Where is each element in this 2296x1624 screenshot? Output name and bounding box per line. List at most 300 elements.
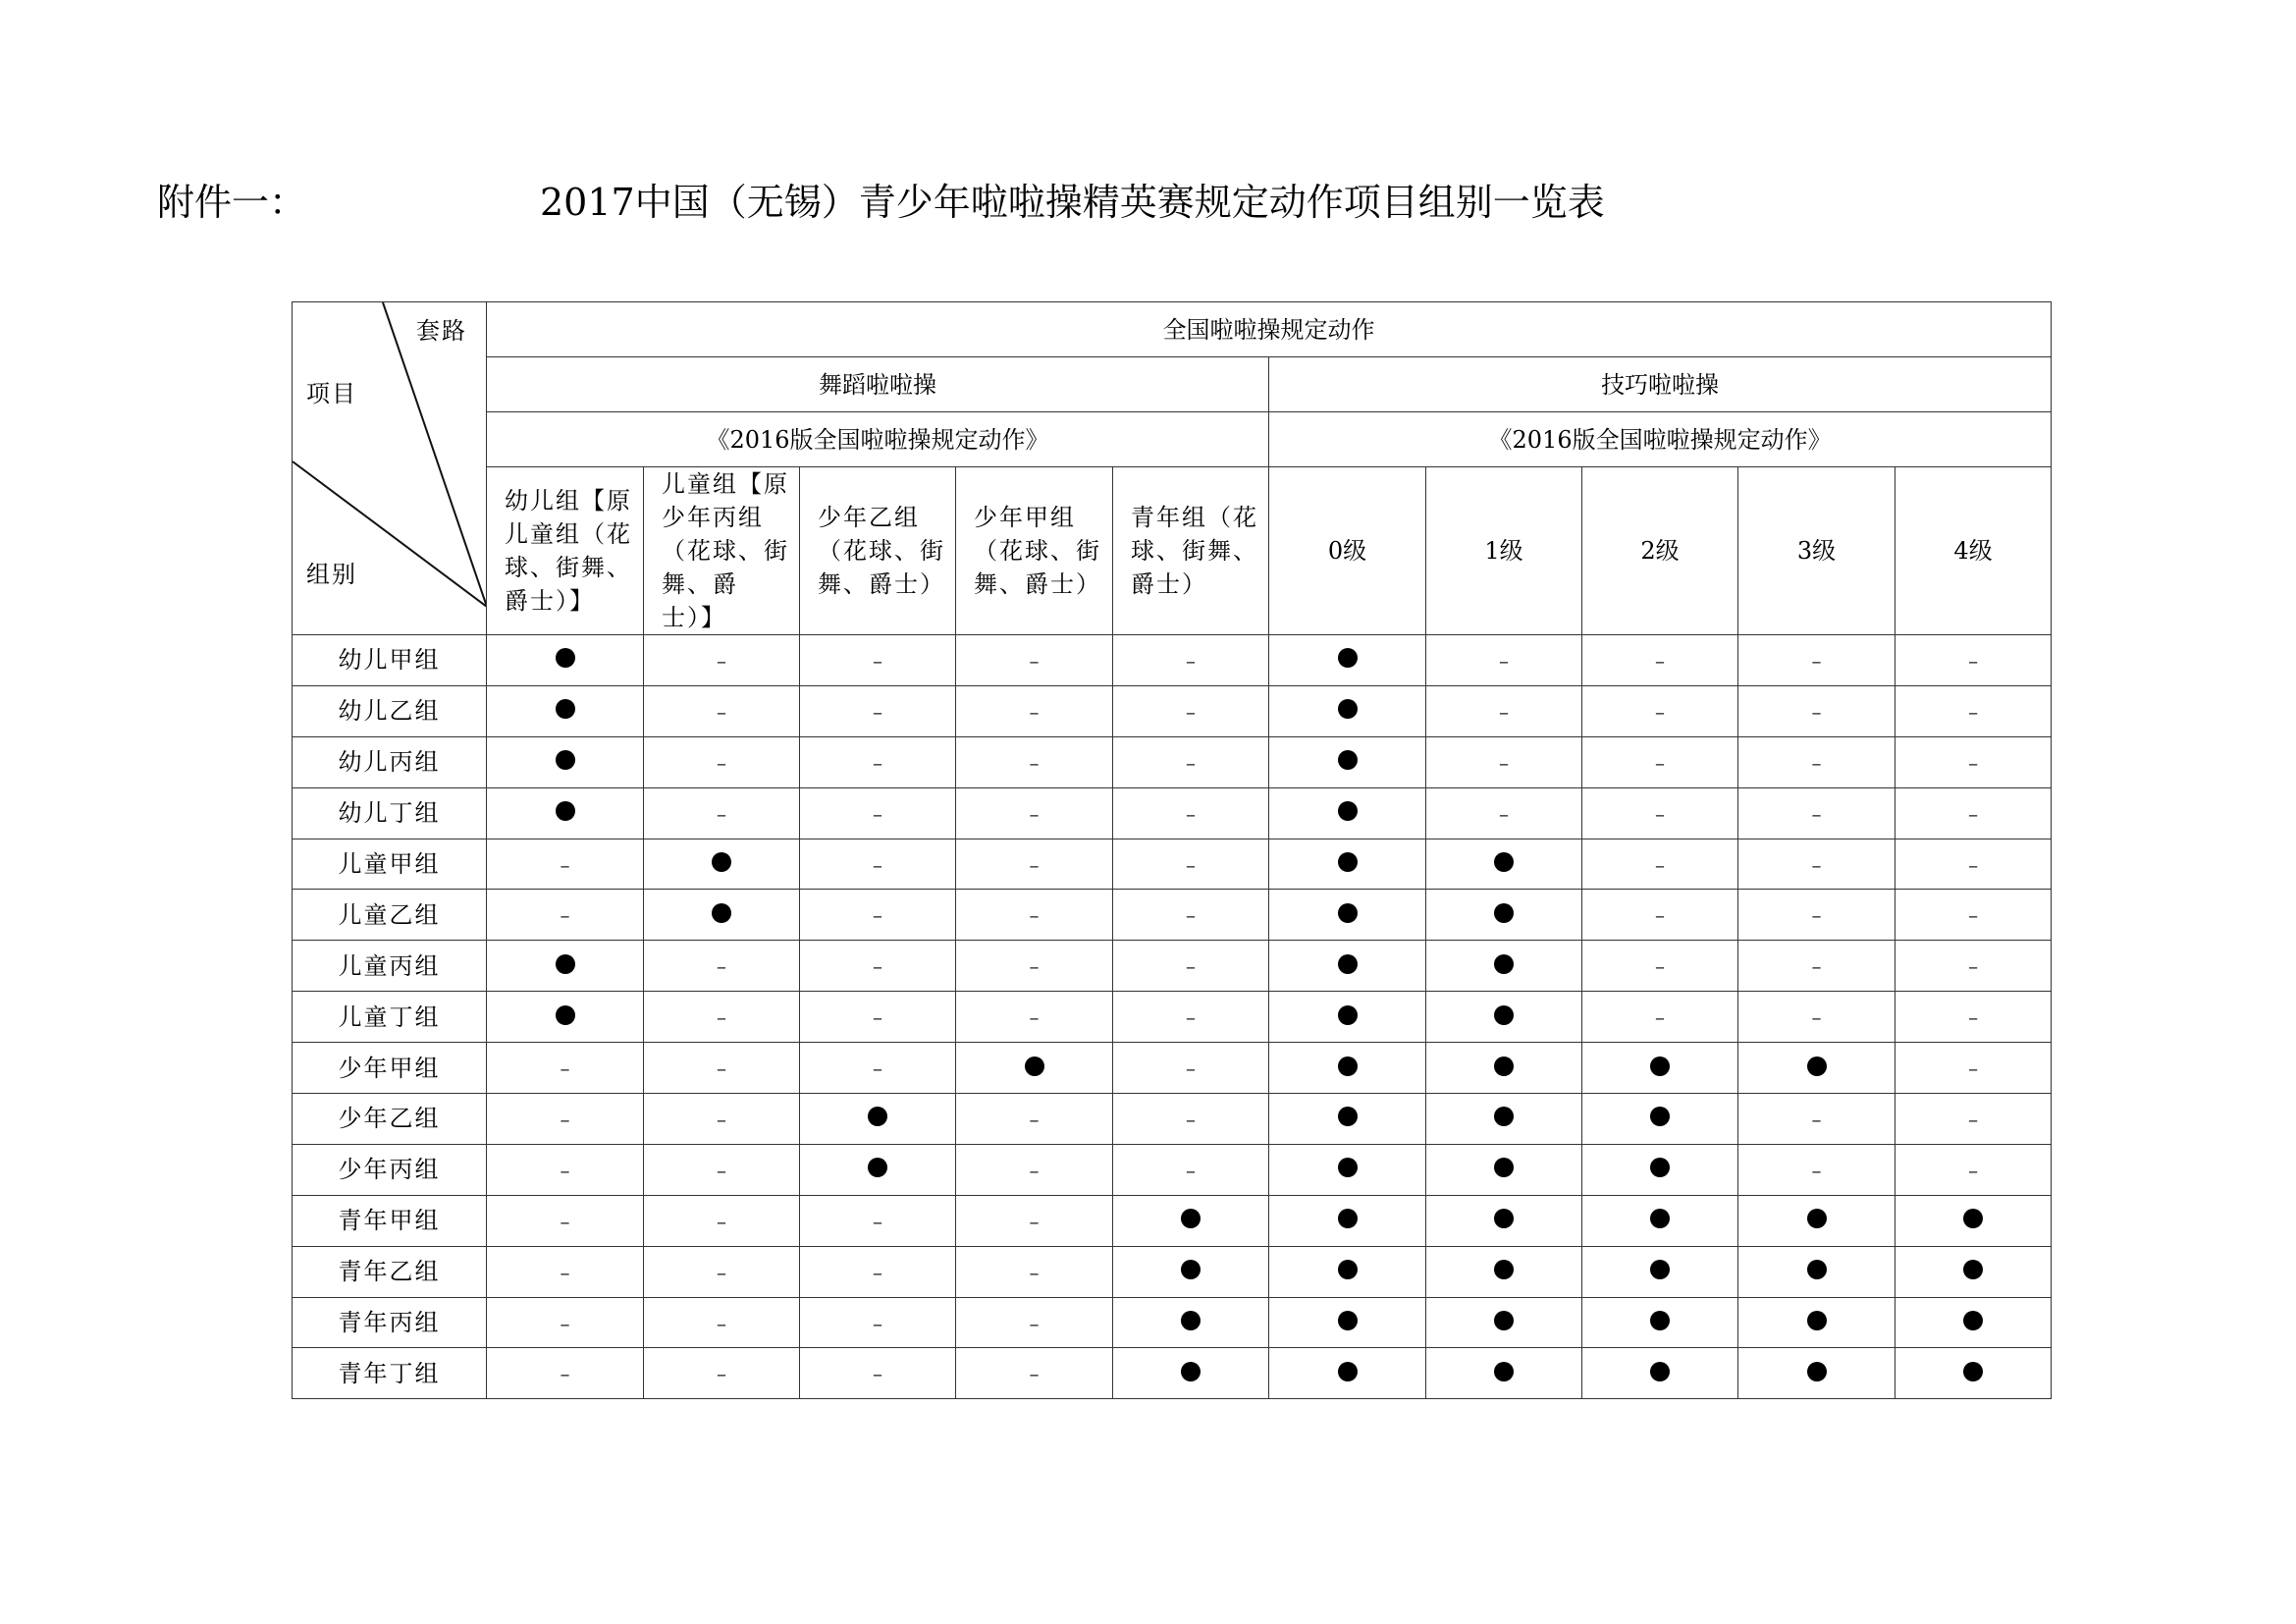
dash-icon: – [1029,1311,1040,1335]
table-cell [1582,1195,1738,1246]
table-cell [1113,890,1269,941]
filled-dot-icon [1338,801,1358,821]
dash-icon: – [1655,903,1665,928]
table-cell [1113,1195,1269,1246]
table-cell [800,839,956,890]
filled-dot-icon [1181,1311,1201,1330]
table-row [293,839,2052,890]
table-cell [1582,992,1738,1043]
dash-icon: – [1811,699,1822,724]
dash-icon: – [717,1005,726,1030]
table-cell [956,1195,1113,1246]
table-cell [1582,1297,1738,1348]
column-header-level: 4级 [1896,467,2052,635]
filled-dot-icon [1494,903,1514,923]
filled-dot-icon [1494,852,1514,872]
table-cell [956,839,1113,890]
table-cell [1896,736,2052,787]
filled-dot-icon [1650,1056,1670,1076]
table-cell [1269,1094,1426,1145]
table-cell [956,1144,1113,1195]
table-cell [1269,635,1426,686]
table-cell [644,890,800,941]
attachment-label: 附件一： [157,181,307,224]
table-cell [956,941,1113,992]
dash-icon: – [1029,801,1040,826]
table-cell [1896,941,2052,992]
table-cell [1113,1043,1269,1094]
group-label: 少年丙组 [293,1144,487,1195]
filled-dot-icon [1807,1362,1827,1381]
table-row [293,787,2052,839]
table-cell [800,685,956,736]
document-title: 2017中国（无锡）青少年啦啦操精英赛规定动作项目组别一览表 [540,181,1605,224]
table-cell [1738,1348,1896,1399]
dash-icon: – [560,1107,570,1131]
table-cell [800,941,956,992]
table-cell [956,635,1113,686]
dash-icon: – [717,1260,726,1284]
table-cell [956,1043,1113,1094]
group-label: 少年乙组 [293,1094,487,1145]
filled-dot-icon [868,1107,887,1126]
dash-icon: – [873,1260,882,1284]
dash-icon: – [560,1311,570,1335]
dash-icon: – [1811,852,1822,877]
table-cell [1582,736,1738,787]
dash-icon: – [1968,1107,1979,1131]
dash-icon: – [1811,648,1822,673]
table-cell [644,1195,800,1246]
dash-icon: – [1029,1107,1040,1131]
table-cell [1426,941,1582,992]
filled-dot-icon [1494,1056,1514,1076]
table-cell [1896,1094,2052,1145]
table-row [293,1144,2052,1195]
dash-icon: – [1655,750,1665,775]
filled-dot-icon [1650,1260,1670,1279]
table-cell [1113,685,1269,736]
group-label: 幼儿乙组 [293,685,487,736]
filled-dot-icon [1494,1311,1514,1330]
table-cell [487,941,644,992]
dash-icon: – [1186,750,1196,775]
table-cell [1269,839,1426,890]
table-cell [1426,787,1582,839]
filled-dot-icon [1494,1362,1514,1381]
corner-header-cell [293,302,487,635]
table-cell [1113,787,1269,839]
filled-dot-icon [556,648,575,668]
dash-icon: – [1029,852,1040,877]
table-cell [800,890,956,941]
table-cell [1269,787,1426,839]
table-cell [487,1144,644,1195]
dash-icon: – [1186,699,1196,724]
filled-dot-icon [1807,1056,1827,1076]
table-cell [487,1297,644,1348]
dash-icon: – [1186,1005,1196,1030]
table-cell [644,1144,800,1195]
column-header-dance: 幼儿组【原儿童组（花球、街舞、爵士）】 [487,467,644,635]
filled-dot-icon [1494,954,1514,974]
table-cell [1269,1195,1426,1246]
skill-cheer-header: 技巧啦啦操 [1269,357,2052,412]
table-cell [956,736,1113,787]
filled-dot-icon [556,954,575,974]
table-cell [1269,685,1426,736]
dash-icon: – [873,750,882,775]
filled-dot-icon [1963,1260,1983,1279]
table-cell [800,1297,956,1348]
group-label: 儿童丙组 [293,941,487,992]
dash-icon: – [873,1362,882,1386]
table-cell [1582,1043,1738,1094]
dash-icon: – [560,1056,570,1081]
table-cell [1426,1094,1582,1145]
table-cell [800,635,956,686]
column-header-dance: 青年组（花球、街舞、爵士） [1113,467,1269,635]
table-cell [1426,635,1582,686]
table-row [293,1348,2052,1399]
table-cell [1426,1348,1582,1399]
table-cell [487,992,644,1043]
table-cell [956,1094,1113,1145]
table-cell [800,992,956,1043]
table-cell [1738,1144,1896,1195]
table-cell [1269,1043,1426,1094]
group-label: 青年甲组 [293,1195,487,1246]
table-cell [1738,941,1896,992]
filled-dot-icon [1181,1362,1201,1381]
dash-icon: – [560,852,570,877]
table-cell [956,890,1113,941]
dash-icon: – [1811,750,1822,775]
dash-icon: – [1029,648,1040,673]
dash-icon: – [717,954,726,979]
filled-dot-icon [1181,1260,1201,1279]
table-cell [1896,1144,2052,1195]
table-cell [1113,839,1269,890]
dash-icon: – [1186,801,1196,826]
filled-dot-icon [868,1158,887,1177]
table-row [293,992,2052,1043]
table-cell [1113,635,1269,686]
group-label: 儿童甲组 [293,839,487,890]
dash-icon: – [717,1107,726,1131]
filled-dot-icon [1494,1107,1514,1126]
table-cell [1582,1348,1738,1399]
dash-icon: – [1499,750,1509,775]
dash-icon: – [873,852,882,877]
table-row [293,1297,2052,1348]
filled-dot-icon [1963,1311,1983,1330]
dash-icon: – [1811,903,1822,928]
table-cell [1269,941,1426,992]
filled-dot-icon [712,903,731,923]
table-cell [1896,787,2052,839]
dash-icon: – [717,1056,726,1081]
dash-icon: – [1968,852,1979,877]
table-cell [1896,1297,2052,1348]
dash-icon: – [1811,1158,1822,1182]
dash-icon: – [1186,903,1196,928]
dash-icon: – [1968,699,1979,724]
dash-icon: – [717,1158,726,1182]
filled-dot-icon [1650,1311,1670,1330]
table-cell [1738,1195,1896,1246]
group-label: 幼儿甲组 [293,635,487,686]
filled-dot-icon [1338,852,1358,872]
dash-icon: – [1499,699,1509,724]
table-cell [1738,1043,1896,1094]
table-cell [1896,1043,2052,1094]
table-cell [1269,992,1426,1043]
table-cell [644,736,800,787]
dash-icon: – [717,1362,726,1386]
filled-dot-icon [1650,1107,1670,1126]
table-cell [1426,1246,1582,1297]
dash-icon: – [1968,750,1979,775]
category-table [292,301,2052,1399]
dash-icon: – [1029,903,1040,928]
dash-icon: – [1186,1158,1196,1182]
table-cell [644,1246,800,1297]
table-cell [1269,890,1426,941]
filled-dot-icon [556,699,575,719]
filled-dot-icon [1338,1005,1358,1025]
dash-icon: – [560,903,570,928]
table-row [293,1094,2052,1145]
table-cell [1269,1348,1426,1399]
filled-dot-icon [1963,1209,1983,1228]
table-cell [1582,839,1738,890]
filled-dot-icon [1338,1209,1358,1228]
group-label: 少年甲组 [293,1043,487,1094]
table-cell [1582,1094,1738,1145]
table-cell [1269,736,1426,787]
dash-icon: – [1186,954,1196,979]
filled-dot-icon [1338,648,1358,668]
dash-icon: – [873,954,882,979]
table-cell [800,1094,956,1145]
table-cell [1426,1195,1582,1246]
table-row [293,890,2052,941]
dash-icon: – [1968,954,1979,979]
table-cell [1426,839,1582,890]
dash-icon: – [1655,699,1665,724]
dash-icon: – [1029,954,1040,979]
dash-icon: – [1968,1005,1979,1030]
table-cell [487,1246,644,1297]
table-cell [1582,1144,1738,1195]
dash-icon: – [873,648,882,673]
table-row [293,1043,2052,1094]
table-cell [1582,890,1738,941]
dash-icon: – [1655,852,1665,877]
filled-dot-icon [1494,1005,1514,1025]
dash-icon: – [1499,801,1509,826]
table-cell [1738,890,1896,941]
filled-dot-icon [1338,1158,1358,1177]
top-header: 全国啦啦操规定动作 [487,302,2052,357]
group-label: 青年丙组 [293,1297,487,1348]
table-cell [1113,1144,1269,1195]
table-cell [487,787,644,839]
dash-icon: – [873,1005,882,1030]
dash-icon: – [1186,852,1196,877]
column-header-level: 1级 [1426,467,1582,635]
table-cell [1269,1246,1426,1297]
dash-icon: – [873,1209,882,1233]
table-cell [1113,941,1269,992]
table-cell [1738,992,1896,1043]
dash-icon: – [1029,1158,1040,1182]
table-cell [644,635,800,686]
table-cell [1896,1195,2052,1246]
table-cell [1896,839,2052,890]
filled-dot-icon [1807,1209,1827,1228]
table-cell [956,992,1113,1043]
table-cell [487,736,644,787]
table-cell [1113,1246,1269,1297]
group-label: 青年丁组 [293,1348,487,1399]
dash-icon: – [873,1311,882,1335]
table-cell [1426,685,1582,736]
table-cell [800,1144,956,1195]
dash-icon: – [873,699,882,724]
corner-label-routine: 套路 [416,317,467,345]
table-cell [956,1348,1113,1399]
dash-icon: – [717,699,726,724]
dash-icon: – [1499,648,1509,673]
table-cell [1738,685,1896,736]
table-cell [1896,992,2052,1043]
table-cell [800,736,956,787]
dash-icon: – [1029,1005,1040,1030]
table-cell [1738,839,1896,890]
table-cell [800,1348,956,1399]
table-cell [1113,736,1269,787]
table-cell [1738,787,1896,839]
dash-icon: – [1186,1107,1196,1131]
table-cell [644,685,800,736]
dash-icon: – [873,903,882,928]
table-cell [1426,992,1582,1043]
group-label: 幼儿丙组 [293,736,487,787]
table-row [293,635,2052,686]
table-cell [956,1297,1113,1348]
table-cell [800,1246,956,1297]
dash-icon: – [1029,750,1040,775]
table-cell [644,839,800,890]
dash-icon: – [1968,903,1979,928]
table-cell [956,1246,1113,1297]
table-cell [1113,992,1269,1043]
table-cell [644,941,800,992]
column-header-level: 3级 [1738,467,1896,635]
table-cell [1738,1246,1896,1297]
dash-icon: – [1029,1209,1040,1233]
dash-icon: – [717,750,726,775]
dash-icon: – [1029,699,1040,724]
table-cell [487,635,644,686]
table-cell [487,1094,644,1145]
filled-dot-icon [1494,1209,1514,1228]
filled-dot-icon [1650,1209,1670,1228]
table-cell [1582,1246,1738,1297]
group-label: 青年乙组 [293,1246,487,1297]
table-row [293,1195,2052,1246]
table-cell [800,1195,956,1246]
filled-dot-icon [1650,1158,1670,1177]
table-cell [1426,1144,1582,1195]
dance-cheer-header: 舞蹈啦啦操 [487,357,1269,412]
dash-icon: – [1186,1056,1196,1081]
dash-icon: – [1029,1362,1040,1386]
filled-dot-icon [1338,954,1358,974]
table-cell [487,839,644,890]
dash-icon: – [1968,801,1979,826]
table-cell [1738,1094,1896,1145]
dash-icon: – [873,801,882,826]
dash-icon: – [1968,1158,1979,1182]
table-cell [487,685,644,736]
table-cell [1582,787,1738,839]
dash-icon: – [717,648,726,673]
filled-dot-icon [556,750,575,770]
filled-dot-icon [1338,750,1358,770]
group-label: 幼儿丁组 [293,787,487,839]
table-cell [1269,1144,1426,1195]
table-row [293,1246,2052,1297]
table-cell [1582,685,1738,736]
table-cell [956,787,1113,839]
group-label: 儿童乙组 [293,890,487,941]
table-cell [644,1094,800,1145]
filled-dot-icon [1494,1158,1514,1177]
filled-dot-icon [1338,1107,1358,1126]
filled-dot-icon [712,852,731,872]
dash-icon: – [1811,1005,1822,1030]
dash-icon: – [1655,1005,1665,1030]
table-cell [1269,1297,1426,1348]
table-cell [1582,941,1738,992]
table-cell [487,1043,644,1094]
filled-dot-icon [1338,1362,1358,1381]
table-cell [487,1195,644,1246]
filled-dot-icon [556,801,575,821]
filled-dot-icon [1338,903,1358,923]
table-cell [1113,1094,1269,1145]
table-cell [1426,1297,1582,1348]
table-cell [1738,1297,1896,1348]
column-header-dance: 少年乙组（花球、街舞、爵士） [800,467,956,635]
filled-dot-icon [1025,1056,1044,1076]
table-cell [644,787,800,839]
table-row [293,685,2052,736]
filled-dot-icon [556,1005,575,1025]
table-cell [800,787,956,839]
table-cell [1426,1043,1582,1094]
filled-dot-icon [1181,1209,1201,1228]
table-cell [1113,1297,1269,1348]
table-cell [487,890,644,941]
table-cell [1896,1246,2052,1297]
dash-icon: – [1968,1056,1979,1081]
filled-dot-icon [1338,699,1358,719]
table-cell [1113,1348,1269,1399]
